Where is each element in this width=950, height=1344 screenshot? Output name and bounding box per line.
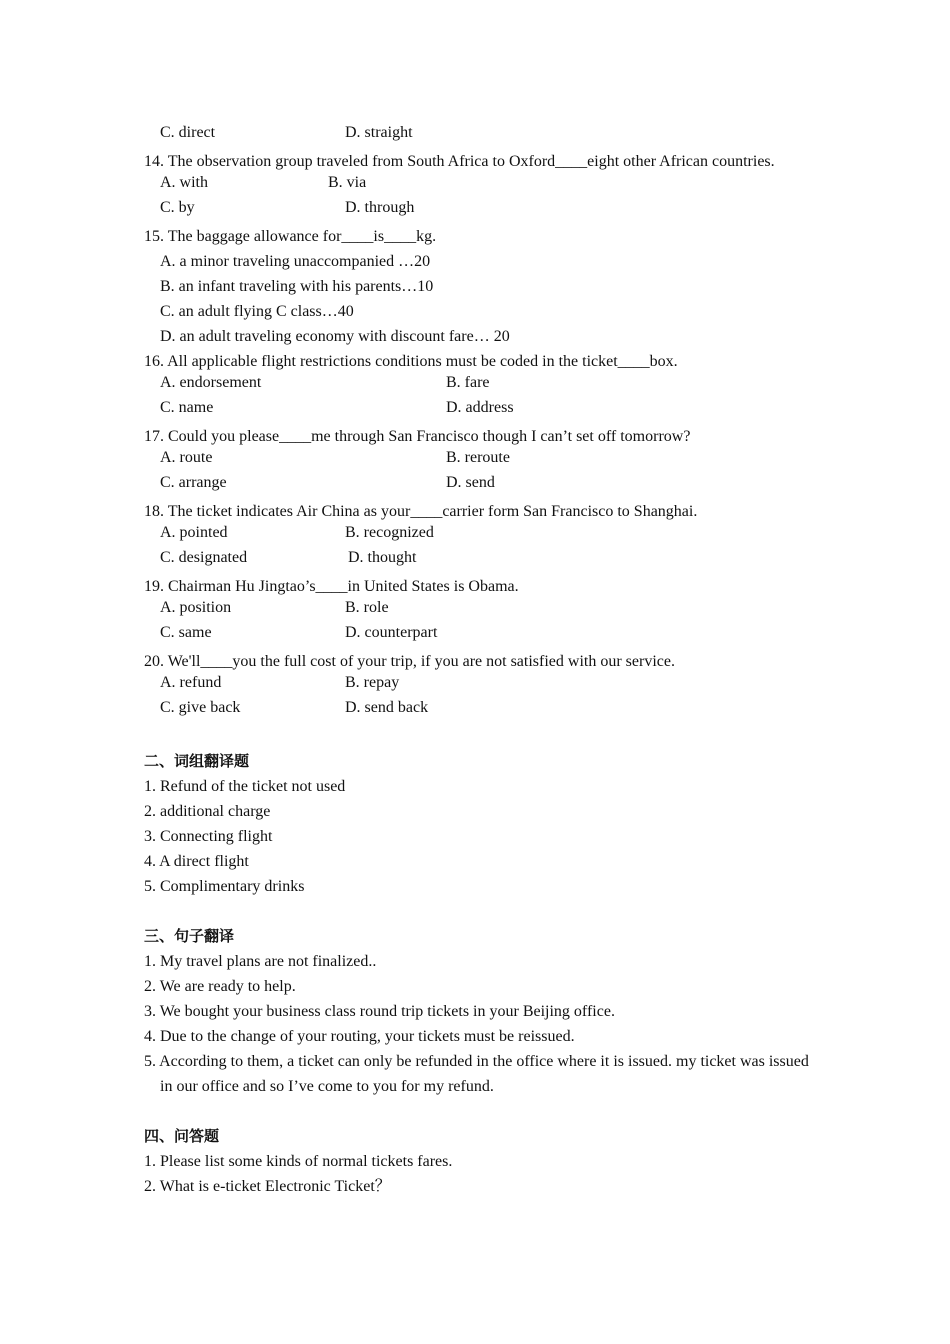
q15-stem: 15. The baggage allowance for____is____kg.: [144, 228, 437, 245]
section2-heading: 二、词组翻译题: [144, 752, 250, 770]
section4-heading: 四、问答题: [144, 1127, 220, 1145]
q16-option-c: C. name: [160, 399, 214, 416]
q16-options-cd: [144, 399, 824, 424]
section2-item: 4. A direct flight: [144, 853, 249, 870]
q20-options-ab: [144, 674, 824, 699]
document-page: [144, 124, 824, 1199]
section4-item: 1. Please list some kinds of normal tickets fares.: [144, 1153, 453, 1170]
q18-option-d: D. thought: [348, 549, 417, 566]
q19-option-c: C. same: [160, 624, 212, 641]
q20-stem: 20. We'll____you the full cost of your trip, if you are not satisfied with our service.: [144, 653, 675, 670]
q13-option-c: C. direct: [160, 124, 216, 141]
q19-options-ab: [144, 599, 824, 624]
q14-options-ab: [144, 174, 824, 199]
q18-options-cd: [144, 549, 824, 574]
spacer: [144, 1099, 824, 1124]
section2-item: 5. Complimentary drinks: [144, 878, 305, 895]
q14-options-cd: [144, 199, 824, 224]
q19-option-d: D. counterpart: [345, 624, 438, 641]
q20-option-d: D. send back: [345, 699, 429, 716]
q18-option-b: B. recognized: [345, 524, 434, 541]
section4-item: 2. What is e-ticket Electronic Ticket？: [144, 1178, 391, 1195]
q19-stem: 19. Chairman Hu Jingtao’s____in United States is Obama.: [144, 578, 519, 595]
q18-options-ab: [144, 524, 824, 549]
q19-options-cd: [144, 624, 824, 649]
q15-option-c: C. an adult flying C class…40: [160, 303, 354, 320]
section2-item: 3. Connecting flight: [144, 828, 273, 845]
q16-option-b: B. fare: [446, 374, 490, 391]
q16-option-a: A. endorsement: [160, 374, 262, 391]
q17-option-c: C. arrange: [160, 474, 227, 491]
q17-option-a: A. route: [160, 449, 213, 466]
section2-item: 1. Refund of the ticket not used: [144, 778, 346, 795]
q14-option-d: D. through: [345, 199, 415, 216]
section3-item: 4. Due to the change of your routing, your tickets must be reissued.: [144, 1028, 575, 1045]
q14-option-b: B. via: [328, 174, 367, 191]
q18-option-c: C. designated: [160, 549, 248, 566]
q16-options-ab: [144, 374, 824, 399]
q13-option-d: D. straight: [345, 124, 413, 141]
q20-option-c: C. give back: [160, 699, 241, 716]
q18-option-a: A. pointed: [160, 524, 228, 541]
q20-option-b: B. repay: [345, 674, 400, 691]
section3-heading: 三、句子翻译: [144, 927, 235, 945]
q19-option-a: A. position: [160, 599, 232, 616]
q15-option-a: A. a minor traveling unaccompanied …20: [160, 253, 431, 270]
q14-option-a: A. with: [160, 174, 208, 191]
q16-stem: 16. All applicable flight restrictions conditions must be coded in the ticket____box.: [144, 353, 678, 370]
section3-item: 2. We are ready to help.: [144, 978, 296, 995]
section3-item: 1. My travel plans are not finalized..: [144, 953, 377, 970]
section3-item: 3. We bought your business class round trip tickets in your Beijing office.: [144, 1003, 615, 1020]
q17-stem: 17. Could you please____me through San Francisco though I can’t set off tomorrow?: [144, 428, 691, 445]
q20-option-a: A. refund: [160, 674, 222, 691]
spacer: [144, 724, 824, 749]
q20-options-cd: [144, 699, 824, 724]
spacer: [144, 899, 824, 924]
section3-item: 5. According to them, a ticket can only be refunded in the office where it is issued. my ticket was issued in our office and so I’ve come to you for my refund.: [144, 1053, 809, 1095]
q13-options-cd: [144, 124, 824, 149]
q14-stem: 14. The observation group traveled from South Africa to Oxford____eight other African countries.: [144, 153, 775, 170]
q19-option-b: B. role: [345, 599, 389, 616]
q15-option-b: B. an infant traveling with his parents…10: [160, 278, 434, 295]
q17-options-ab: [144, 449, 824, 474]
q17-option-d: D. send: [446, 474, 495, 491]
q18-stem: 18. The ticket indicates Air China as your____carrier form San Francisco to Shanghai.: [144, 503, 698, 520]
q15-option-d: D. an adult traveling economy with discount fare… 20: [160, 328, 510, 345]
q16-option-d: D. address: [446, 399, 514, 416]
q14-option-c: C. by: [160, 199, 195, 216]
q17-option-b: B. reroute: [446, 449, 510, 466]
section2-item: 2. additional charge: [144, 803, 271, 820]
q17-options-cd: [144, 474, 824, 499]
